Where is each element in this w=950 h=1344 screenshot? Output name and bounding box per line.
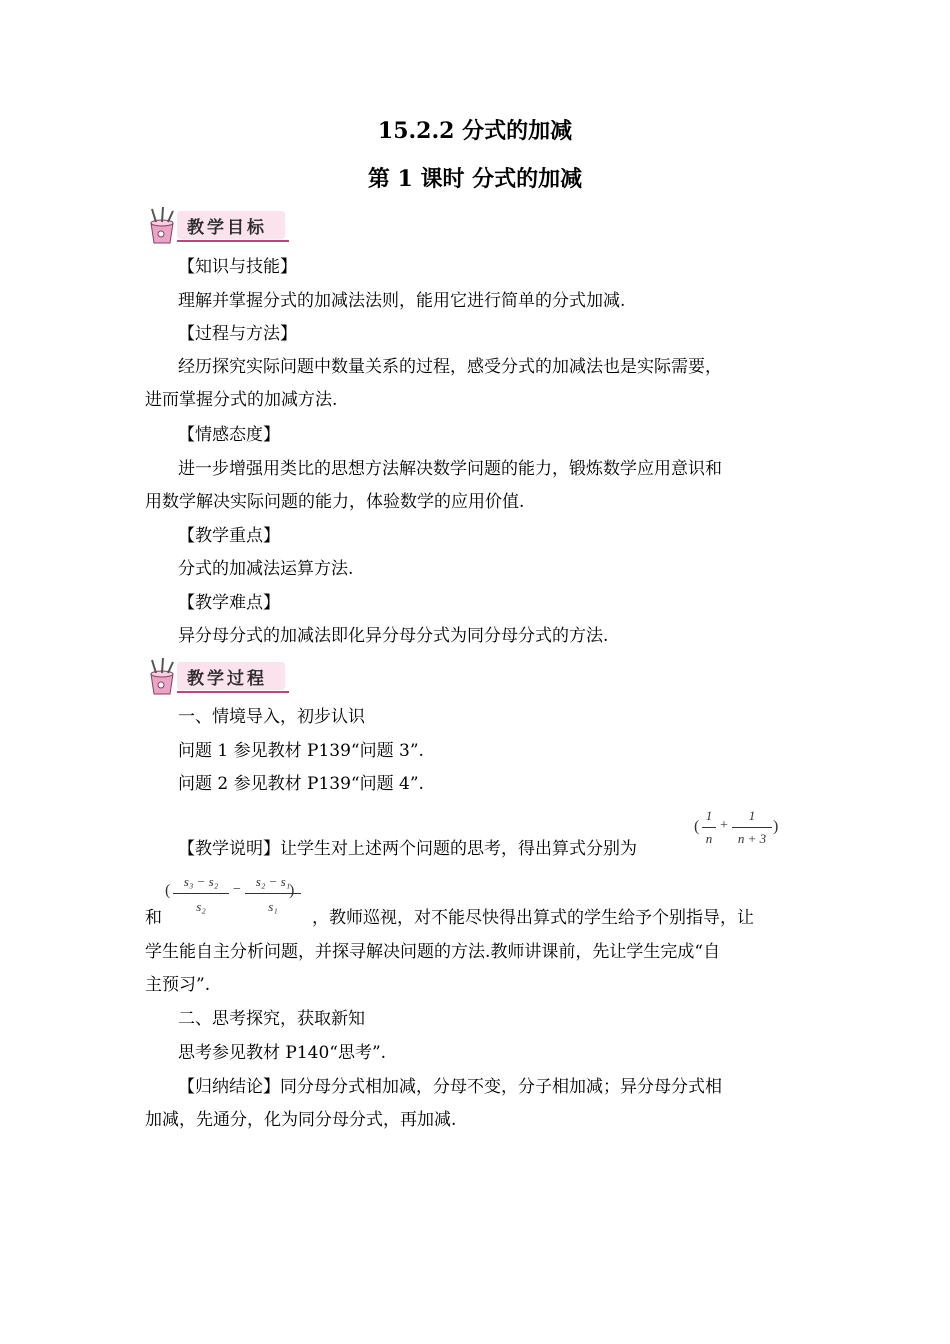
paragraph: 【知识与技能】	[178, 257, 297, 277]
paragraph: 问题 2 参见教材 P139“问题 4”.	[178, 774, 424, 794]
paragraph: 进一步增强用类比的思想方法解决数学问题的能力，锻炼数学应用意识和	[178, 459, 722, 479]
formula-fraction-difference: ( s₃ − s₂ s₂ − s₂ − s₁ s₁ )	[165, 872, 300, 922]
paragraph: 进而掌握分式的加减方法.	[145, 390, 338, 410]
section-title: 15.2.2 分式的加减	[377, 118, 573, 144]
paragraph: 【归纳结论】同分母分式相加减，分母不变，分子相加减；异分母分式相	[178, 1077, 722, 1097]
paragraph: 思考参见教材 P140“思考”.	[178, 1043, 387, 1063]
paragraph: 【教学难点】	[178, 593, 280, 613]
banner-label: 教学目标	[187, 218, 267, 238]
paragraph: ，教师巡视，对不能尽快得出算式的学生给予个别指导，让	[312, 908, 754, 928]
paragraph: 用数学解决实际问题的能力，体验数学的应用价值.	[145, 492, 525, 512]
paragraph: 问题 1 参见教材 P139“问题 3”.	[178, 741, 424, 761]
paragraph: 【教学说明】让学生对上述两个问题的思考，得出算式分别为	[178, 839, 637, 859]
formula-fraction-sum: ( 1 n + 1 n + 3 )	[694, 808, 779, 846]
paragraph: 和	[145, 908, 162, 928]
paragraph: 【过程与方法】	[178, 324, 297, 344]
teaching-process-banner	[143, 658, 293, 696]
paragraph: 分式的加减法运算方法.	[178, 559, 354, 579]
paragraph: 经历探究实际问题中数量关系的过程，感受分式的加减法也是实际需要，	[178, 357, 722, 377]
paragraph: 理解并掌握分式的加减法法则，能用它进行简单的分式加减.	[178, 291, 626, 311]
paragraph: 加减，先通分，化为同分母分式，再加减.	[145, 1110, 457, 1130]
paragraph: 【情感态度】	[178, 425, 280, 445]
paragraph: 主预习”.	[145, 975, 211, 995]
paragraph: 学生能自主分析问题，并探寻解决问题的方法.教师讲课前，先让学生完成“自	[145, 942, 721, 962]
teaching-goals-banner	[143, 207, 293, 245]
paragraph: 二、思考探究，获取新知	[178, 1009, 365, 1029]
paragraph: 一、情境导入，初步认识	[178, 707, 365, 727]
paragraph: 【教学重点】	[178, 526, 280, 546]
lesson-title: 第 1 课时 分式的加减	[367, 166, 583, 192]
banner-label: 教学过程	[187, 669, 267, 689]
paragraph: 异分母分式的加减法即化异分母分式为同分母分式的方法.	[178, 626, 609, 646]
